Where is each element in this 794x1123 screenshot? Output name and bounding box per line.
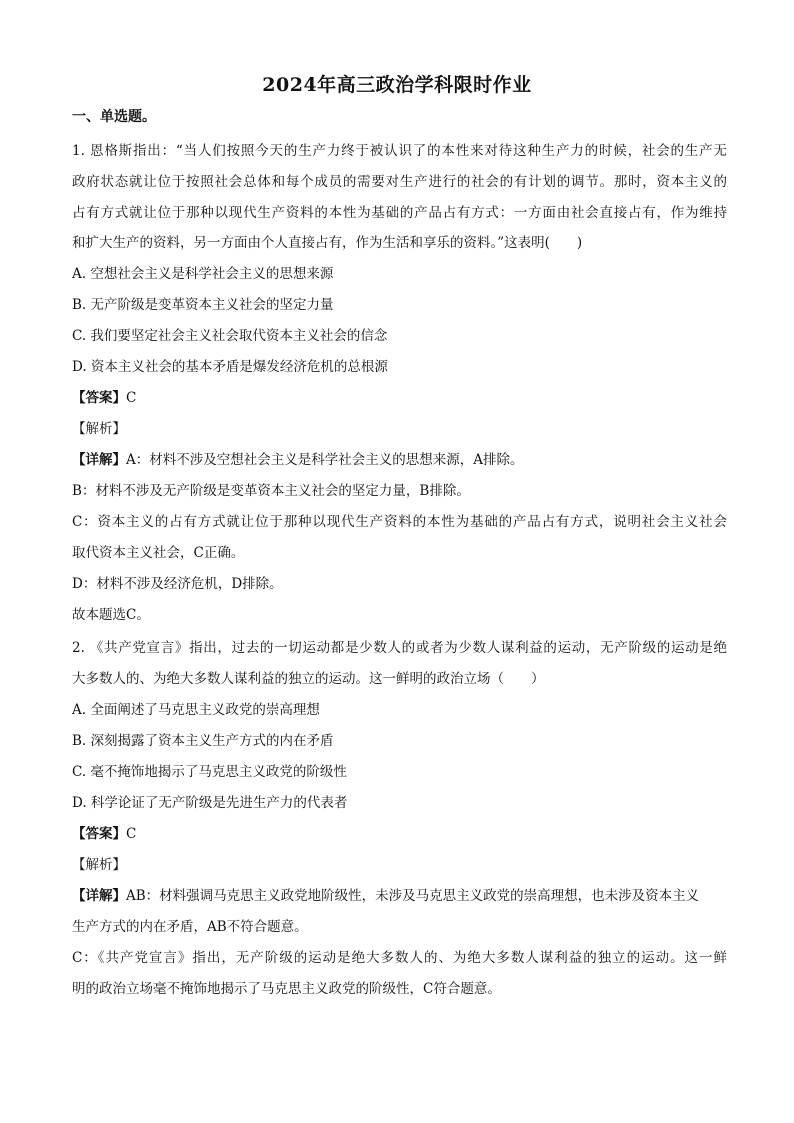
q1-conclusion: 故本题选C。	[72, 607, 150, 623]
q1-detail-line-5: D：材料不涉及经济危机，D排除。	[72, 576, 283, 592]
q1-detail-tag: 【详解】	[72, 452, 126, 468]
q1-detail-line-3: C：资本主义的占有方式就让位于那种以现代生产资料的本性为基础的产品占有方式，说明社会主义社会	[72, 514, 727, 530]
q2-option-a: A. 全面阐述了马克思主义政党的崇高理想	[72, 702, 320, 718]
q2-analysis-tag: 【解析】	[72, 857, 126, 873]
q2-detail-line-1	[72, 886, 727, 906]
q2-detail-tag: 【详解】	[72, 888, 126, 904]
q1-option-b: B. 无产阶级是变革资本主义社会的坚定力量	[72, 297, 334, 313]
q1-stem-line-1: 1. 恩格斯指出：“当人们按照今天的生产力终于被认识了的本性来对待这种生产力的时候，社会的生产无	[72, 143, 727, 159]
q2-option-d: D. 科学论证了无产阶级是先进生产力的代表者	[72, 795, 348, 811]
q2-detail-line-2: 生产方式的内在矛盾，AB不符合题意。	[72, 919, 308, 935]
q1-option-c: C. 我们要坚定社会主义社会取代资本主义社会的信念	[72, 328, 388, 344]
q1-answer-line	[72, 388, 727, 408]
q1-stem-line-2: 政府状态就让位于按照社会总体和每个成员的需要对生产进行的社会的有计划的调节。那时，资本主义的	[72, 174, 727, 190]
q1-answer-value: C	[126, 390, 137, 406]
q2-option-b: B. 深刻揭露了资本主义生产方式的内在矛盾	[72, 733, 334, 749]
q1-answer-tag: 【答案】	[72, 390, 126, 406]
q1-option-a: A. 空想社会主义是科学社会主义的思想来源	[72, 266, 334, 282]
q2-stem-line-1: 2. 《共产党宣言》指出，过去的一切运动都是少数人的或者为少数人谋利益的运动，无产阶级的运动是绝	[72, 640, 727, 656]
q1-detail-line-1	[72, 450, 727, 470]
q2-stem-line-2: 大多数人的、为绝大多数人谋利益的独立的运动。这一鲜明的政治立场（ ）	[72, 671, 545, 687]
q2-detail-text-1: AB：材料强调马克思主义政党地阶级性，未涉及马克思主义政党的崇高理想，也未涉及资本主义	[126, 888, 700, 904]
q1-option-d: D. 资本主义社会的基本矛盾是爆发经济危机的总根源	[72, 359, 388, 375]
q1-stem-line-3: 占有方式就让位于那种以现代生产资料的本性为基础的产品占有方式：一方面由社会直接占有，作为维持	[72, 205, 727, 221]
q1-detail-line-2: B：材料不涉及无产阶级是变革资本主义社会的坚定力量，B排除。	[72, 483, 470, 499]
q2-detail-line-3: C：《共产党宣言》指出，无产阶级的运动是绝大多数人的、为绝大多数人谋利益的独立的运动。这一鲜	[72, 950, 727, 966]
q2-detail-line-4: 明的政治立场毫不掩饰地揭示了马克思主义政党的阶级性，C符合题意。	[72, 981, 501, 997]
q1-stem-line-4: 和扩大生产的资料，另一方面由个人直接占有，作为生活和享乐的资料。”这表明( )	[72, 235, 583, 251]
q1-analysis-tag: 【解析】	[72, 421, 126, 437]
q2-answer-value: C	[126, 826, 137, 842]
q1-detail-line-4: 取代资本主义社会，C正确。	[72, 545, 245, 561]
q2-answer-tag: 【答案】	[72, 826, 126, 842]
section-heading: 一、单选题。	[72, 109, 156, 125]
document-title: 2024年高三政治学科限时作业	[262, 74, 532, 96]
q1-detail-text-1: A：材料不涉及空想社会主义是科学社会主义的思想来源，A排除。	[126, 452, 524, 468]
q2-option-c: C. 毫不掩饰地揭示了马克思主义政党的阶级性	[72, 764, 347, 780]
q2-answer-line	[72, 824, 727, 844]
